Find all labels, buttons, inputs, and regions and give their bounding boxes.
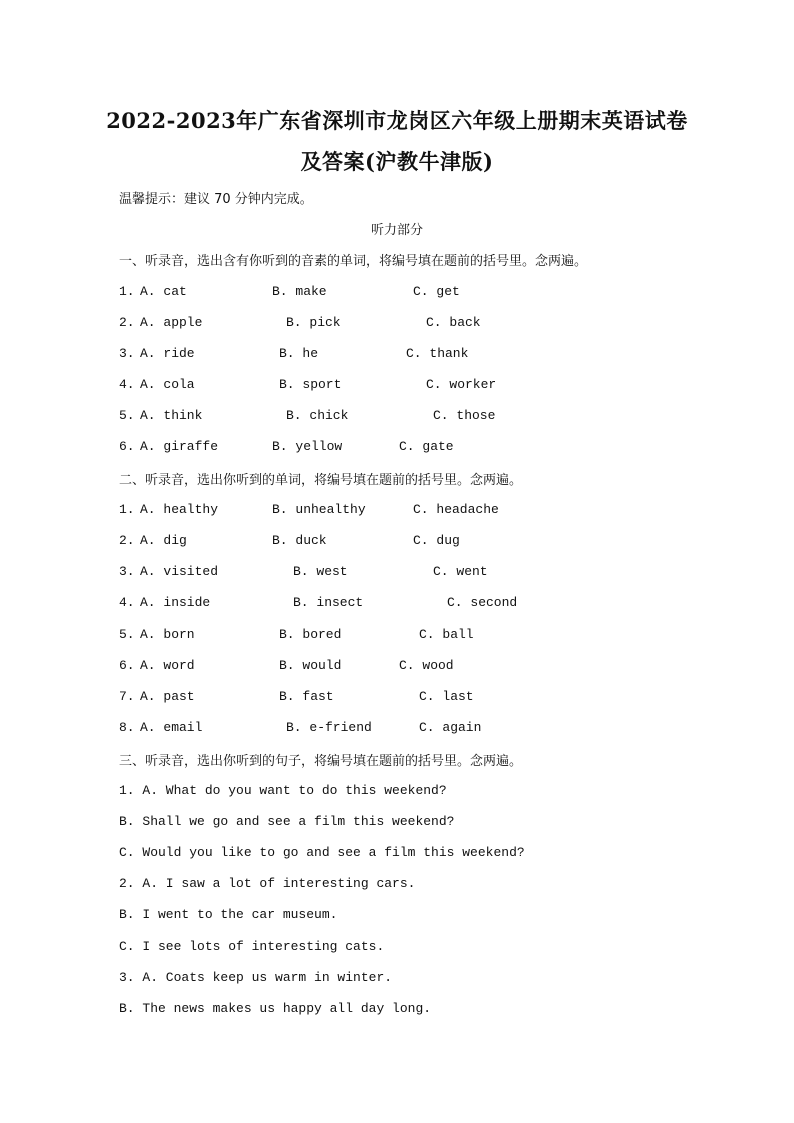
option-c: C. gate bbox=[399, 439, 454, 454]
option-b: B. duck bbox=[272, 533, 327, 548]
question-number: 6. bbox=[119, 439, 135, 454]
part3-line: B. The news makes us happy all day long. bbox=[119, 1001, 432, 1016]
option-b: B. he bbox=[279, 346, 319, 361]
option-a: A. email bbox=[140, 720, 203, 735]
option-c: C. worker bbox=[426, 377, 497, 392]
part2-instruction: 二、听录音，选出你听到的单词，将编号填在题前的括号里。念两遍。 bbox=[119, 473, 523, 488]
part3-line: 1. A. What do you want to do this weekend? bbox=[119, 783, 447, 798]
option-a: A. giraffe bbox=[140, 439, 219, 454]
part3-line: C. I see lots of interesting cats. bbox=[119, 939, 385, 954]
part3-line: B. Shall we go and see a film this weekend? bbox=[119, 814, 455, 829]
part3-instruction: 三、听录音，选出你听到的句子，将编号填在题前的括号里。念两遍。 bbox=[119, 754, 523, 769]
option-c: C. get bbox=[413, 284, 460, 299]
option-a: A. word bbox=[140, 658, 195, 673]
option-b: B. bored bbox=[279, 627, 342, 642]
option-a: A. dig bbox=[140, 533, 187, 548]
part3-line: 3. A. Coats keep us warm in winter. bbox=[119, 970, 393, 985]
question-number: 6. bbox=[119, 658, 135, 673]
question-number: 3. bbox=[119, 564, 135, 579]
question-number: 8. bbox=[119, 720, 135, 735]
option-c: C. thank bbox=[406, 346, 469, 361]
part3-line: 2. A. I saw a lot of interesting cars. bbox=[119, 876, 416, 891]
option-b: B. insect bbox=[293, 595, 364, 610]
option-c: C. those bbox=[433, 408, 496, 423]
option-c: C. went bbox=[433, 564, 488, 579]
question-number: 4. bbox=[119, 595, 135, 610]
time-tip: 温馨提示：建议 70 分钟内完成。 bbox=[119, 192, 313, 207]
section-heading-listening: 听力部分 bbox=[370, 223, 423, 238]
option-b: B. sport bbox=[279, 377, 342, 392]
question-number: 1. bbox=[119, 502, 135, 517]
option-a: A. inside bbox=[140, 595, 211, 610]
option-c: C. second bbox=[447, 595, 518, 610]
option-b: B. make bbox=[272, 284, 327, 299]
option-b: B. pick bbox=[286, 315, 341, 330]
option-a: A. think bbox=[140, 408, 203, 423]
option-b: B. yellow bbox=[272, 439, 343, 454]
part3-line: B. I went to the car museum. bbox=[119, 907, 338, 922]
question-number: 3. bbox=[119, 346, 135, 361]
option-a: A. born bbox=[140, 627, 195, 642]
question-number: 5. bbox=[119, 627, 135, 642]
question-number: 4. bbox=[119, 377, 135, 392]
document-title-line-1: 2022-2023年广东省深圳市龙岗区六年级上册期末英语试卷 bbox=[106, 108, 688, 133]
question-number: 2. bbox=[119, 315, 135, 330]
option-c: C. headache bbox=[413, 502, 499, 517]
question-number: 7. bbox=[119, 689, 135, 704]
option-c: C. ball bbox=[419, 627, 474, 642]
option-a: A. cola bbox=[140, 377, 195, 392]
option-a: A. cat bbox=[140, 284, 187, 299]
part3-line: C. Would you like to go and see a film this weekend? bbox=[119, 845, 525, 860]
option-a: A. past bbox=[140, 689, 195, 704]
option-c: C. dug bbox=[413, 533, 460, 548]
document-title-line-2: 及答案(沪教牛津版) bbox=[300, 149, 494, 174]
option-c: C. back bbox=[426, 315, 481, 330]
question-number: 1. bbox=[119, 284, 135, 299]
option-b: B. e-friend bbox=[286, 720, 372, 735]
option-c: C. last bbox=[419, 689, 474, 704]
option-a: A. healthy bbox=[140, 502, 219, 517]
option-b: B. would bbox=[279, 658, 342, 673]
option-c: C. again bbox=[419, 720, 482, 735]
option-a: A. visited bbox=[140, 564, 219, 579]
option-c: C. wood bbox=[399, 658, 454, 673]
option-b: B. fast bbox=[279, 689, 334, 704]
option-a: A. ride bbox=[140, 346, 195, 361]
option-b: B. chick bbox=[286, 408, 349, 423]
question-number: 5. bbox=[119, 408, 135, 423]
option-a: A. apple bbox=[140, 315, 203, 330]
part1-instruction: 一、听录音，选出含有你听到的音素的单词，将编号填在题前的括号里。念两遍。 bbox=[119, 254, 588, 269]
option-b: B. unhealthy bbox=[272, 502, 366, 517]
question-number: 2. bbox=[119, 533, 135, 548]
option-b: B. west bbox=[293, 564, 348, 579]
